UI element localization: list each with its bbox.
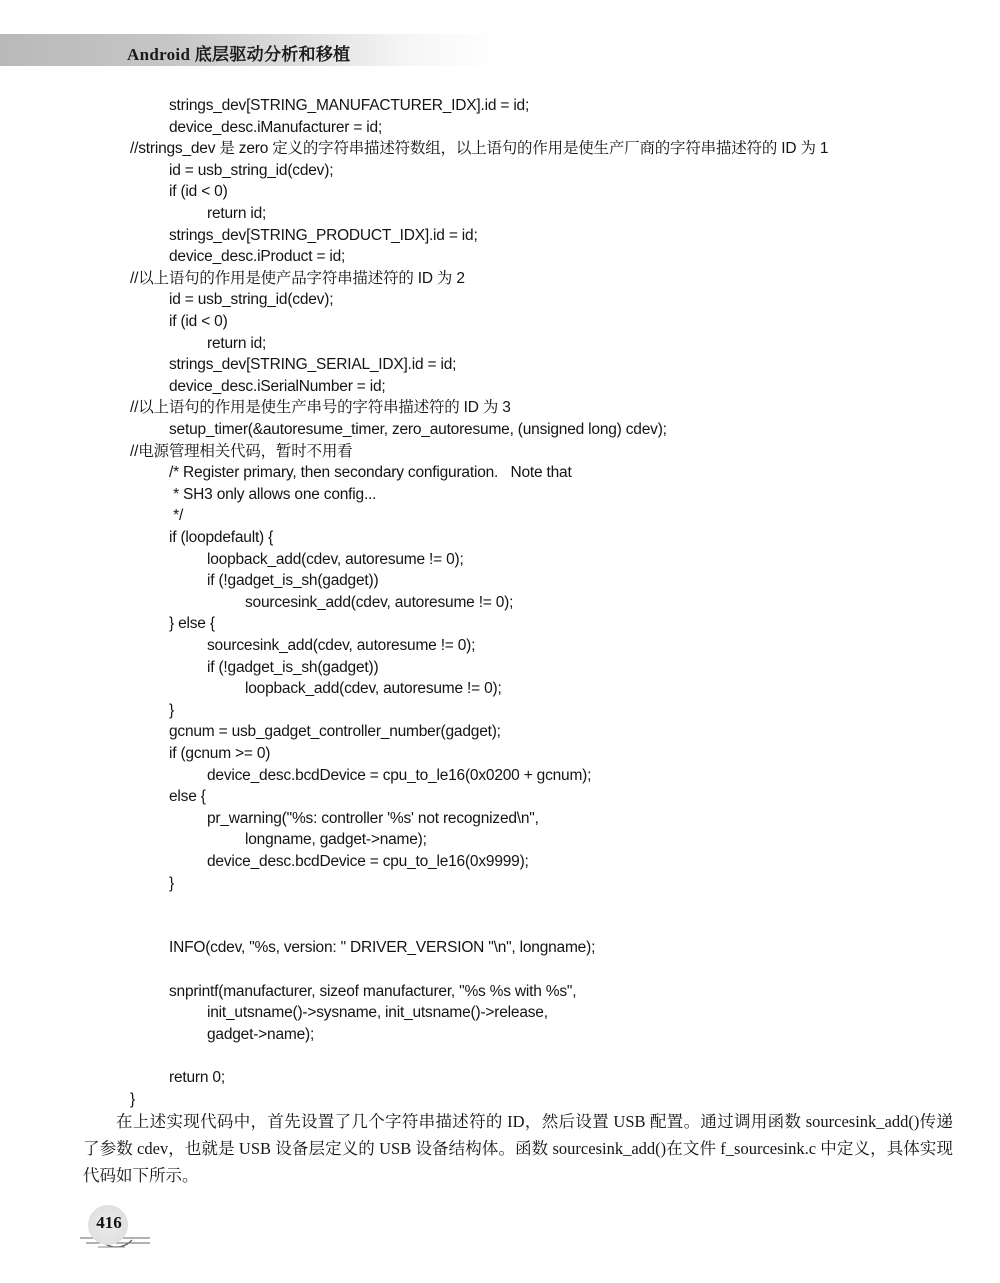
code-line: device_desc.bcdDevice = cpu_to_le16(0x9999); — [207, 853, 529, 870]
code-line: gadget->name); — [207, 1025, 315, 1043]
code-line: device_desc.iManufacturer = id; — [169, 118, 383, 136]
code-line: else { — [169, 788, 206, 806]
code-line: loopback_add(cdev, autoresume != 0); — [245, 680, 502, 698]
page-number: 416 — [96, 1213, 122, 1232]
code-line: } else { — [169, 615, 215, 633]
code-line: strings_dev[STRING_PRODUCT_IDX].id = id; — [169, 226, 478, 244]
code-line: setup_timer(&autoresume_timer, zero_autoresume, (unsigned long) cdev); — [169, 421, 667, 438]
code-line: id = usb_string_id(cdev); — [169, 161, 334, 179]
code-line: device_desc.iSerialNumber = id; — [169, 377, 386, 395]
code-line: snprintf(manufacturer, sizeof manufacturer, "%s %s with %s", — [169, 982, 577, 1000]
code-line: strings_dev[STRING_SERIAL_IDX].id = id; — [169, 356, 457, 374]
running-header-title: Android 底层驱动分析和移植 — [127, 45, 351, 64]
code-line: } — [169, 874, 174, 892]
code-line: if (gcnum >= 0) — [169, 745, 271, 762]
code-line: longname, gadget->name); — [245, 831, 427, 849]
code-line: gcnum = usb_gadget_controller_number(gadget); — [169, 723, 501, 741]
code-line: if (loopdefault) { — [169, 529, 274, 546]
code-line: if (id < 0) — [169, 183, 228, 201]
page-number-badge — [88, 1205, 128, 1245]
code-line: /* Register primary, then secondary configuration. Note that — [169, 464, 572, 482]
code-line: * SH3 only allows one config... — [169, 485, 377, 503]
code-line: pr_warning("%s: controller '%s' not recognized\n", — [207, 809, 539, 827]
code-line: return id; — [207, 205, 267, 222]
code-line: loopback_add(cdev, autoresume != 0); — [207, 550, 464, 568]
code-line: device_desc.bcdDevice = cpu_to_le16(0x0200 + gcnum); — [207, 766, 592, 784]
code-line: return id; — [207, 334, 267, 352]
code-line: sourcesink_add(cdev, autoresume != 0); — [245, 593, 514, 611]
code-comment-line: //以上语句的作用是使生产串号的字符串描述符的 ID 为 3 — [130, 399, 511, 417]
code-line: INFO(cdev, "%s, version: " DRIVER_VERSION "\n", longname); — [169, 939, 596, 957]
code-line: } — [169, 701, 174, 719]
code-line: device_desc.iProduct = id; — [169, 248, 346, 266]
code-comment-line: //电源管理相关代码，暂时不用看 — [130, 442, 353, 460]
body-text — [83, 1108, 953, 1189]
code-line: id = usb_string_id(cdev); — [169, 291, 334, 309]
code-line: return 0; — [169, 1069, 225, 1086]
code-line: sourcesink_add(cdev, autoresume != 0); — [207, 637, 476, 654]
code-line: strings_dev[STRING_MANUFACTURER_IDX].id = id; — [169, 97, 530, 114]
code-line: if (!gadget_is_sh(gadget)) — [207, 658, 379, 676]
code-comment-line: //strings_dev 是 zero 定义的字符串描述符数组，以上语句的作用是使生产厂商的字符串描述符的 ID 为 1 — [130, 140, 829, 158]
code-line: */ — [169, 507, 184, 525]
code-comment-line: //以上语句的作用是使产品字符串描述符的 ID 为 2 — [130, 269, 465, 287]
code-line: } — [130, 1090, 135, 1108]
code-line: if (id < 0) — [169, 313, 228, 330]
body-paragraph: 在上述实现代码中，首先设置了几个字符串描述符的 ID，然后设置 USB 配置。通过调用函数 sourcesink_add()传递了参数 cdev，也就是 USB 设备层定义的 USB 设备结构体。函数 sourcesink_add()在文件 f_sourcesink.c 中定义，具体实现代码如下所示。 — [83, 1112, 953, 1185]
code-line: init_utsname()->sysname, init_utsname()->release, — [207, 1004, 548, 1022]
code-line: if (!gadget_is_sh(gadget)) — [207, 572, 379, 590]
